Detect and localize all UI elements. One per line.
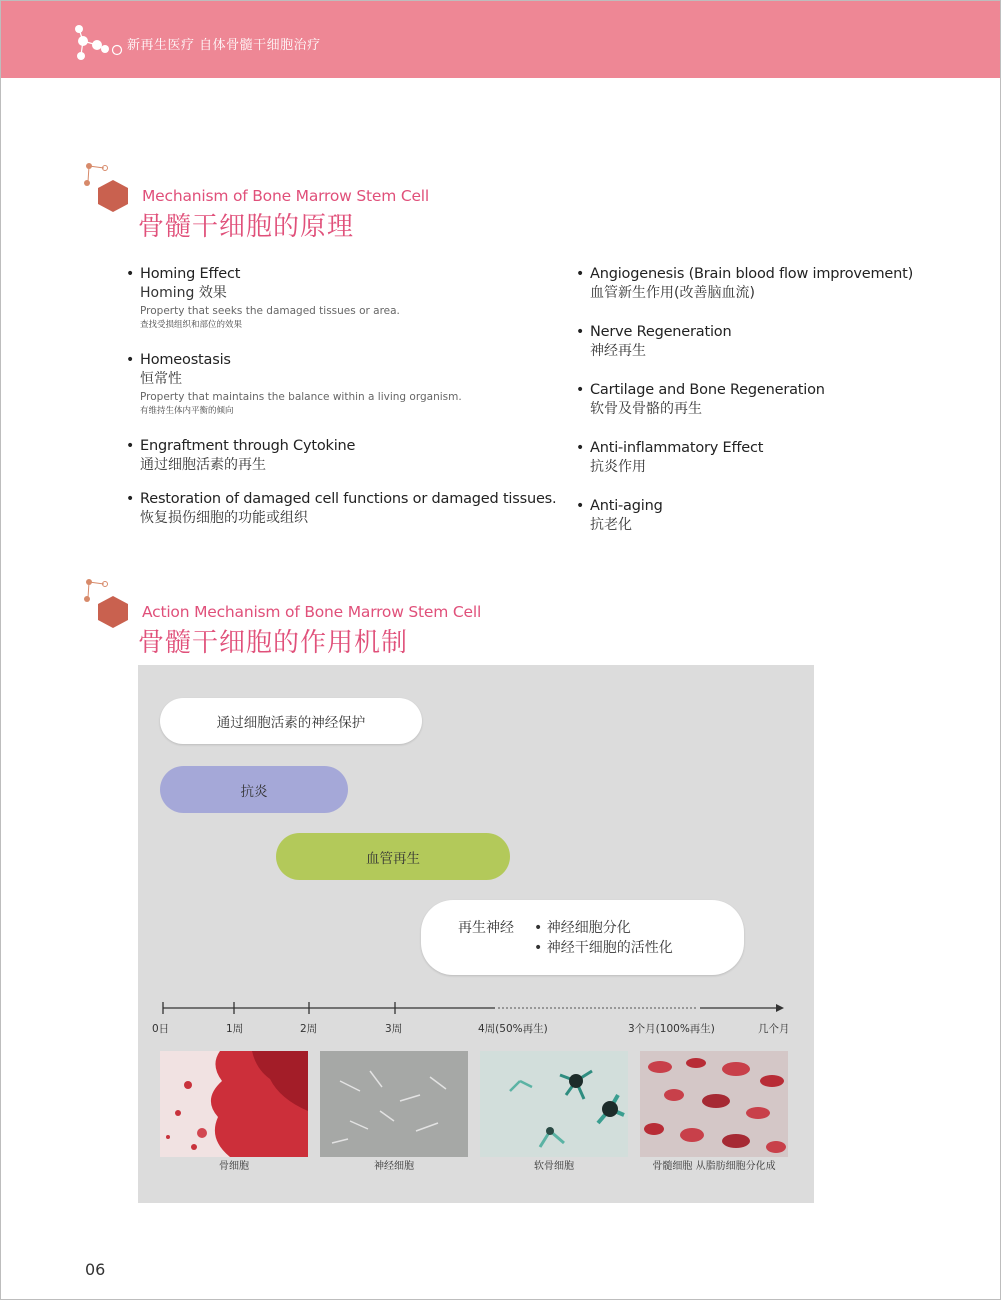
nerve-cell-micrograph: [320, 1051, 468, 1157]
tick-label: 0日: [152, 1023, 170, 1035]
bullet-icon: •: [576, 498, 585, 514]
bullet-icon: •: [576, 266, 585, 282]
tick-label: 几个月: [758, 1023, 790, 1035]
bullet-icon: •: [576, 440, 585, 456]
page-header: [1, 1, 1000, 78]
bone-marrow-cell-micrograph: [640, 1051, 788, 1157]
section-title-zh: 骨髓干细胞的原理: [138, 212, 355, 242]
tick-label: 4周(50%再生): [478, 1023, 548, 1035]
header-title: 新再生医疗 自体骨髓干细胞治疗: [127, 38, 321, 53]
hexagon-molecule-icon: [80, 576, 134, 638]
section-title-en: Mechanism of Bone Marrow Stem Cell: [142, 187, 429, 205]
molecule-logo-icon: [69, 23, 125, 63]
bullet-icon: •: [126, 438, 135, 454]
tick-label: 3个月(100%再生): [628, 1023, 715, 1035]
section-title-en: Action Mechanism of Bone Marrow Stem Cell: [142, 603, 482, 621]
tick-label: 2周: [300, 1023, 318, 1035]
phase-neuro-protection: 通过细胞活素的神经保护: [160, 698, 422, 744]
bullet-icon: •: [576, 324, 585, 340]
photo-caption: 骨髓细胞 从脂肪细胞分化成: [652, 1161, 776, 1172]
tick-label: 1周: [226, 1023, 244, 1035]
section-title-zh: 骨髓干细胞的作用机制: [138, 628, 409, 658]
bullet-icon: •: [126, 491, 135, 507]
nerve-regen-label: 再生神经: [458, 920, 514, 936]
mechanism-diagram-panel: [138, 665, 814, 1203]
nerve-regen-item: • 神经干细胞的活性化: [534, 940, 673, 956]
hexagon-molecule-icon: [80, 160, 134, 222]
phase-angiogenesis: 血管再生: [276, 833, 510, 880]
photo-caption: 神经细胞: [374, 1161, 414, 1172]
photo-caption: 软骨细胞: [534, 1161, 574, 1172]
nerve-regen-item: • 神经细胞分化: [534, 920, 631, 936]
phase-anti-inflammation: 抗炎: [160, 766, 348, 813]
tick-label: 3周: [385, 1023, 403, 1035]
bullet-icon: •: [126, 266, 135, 282]
photo-caption: 骨细胞: [219, 1161, 249, 1172]
bullet-icon: •: [126, 352, 135, 368]
bullet-icon: •: [576, 382, 585, 398]
page-number: 06: [85, 1260, 106, 1279]
cartilage-cell-micrograph: [480, 1051, 628, 1157]
bone-cell-micrograph: [160, 1051, 308, 1157]
